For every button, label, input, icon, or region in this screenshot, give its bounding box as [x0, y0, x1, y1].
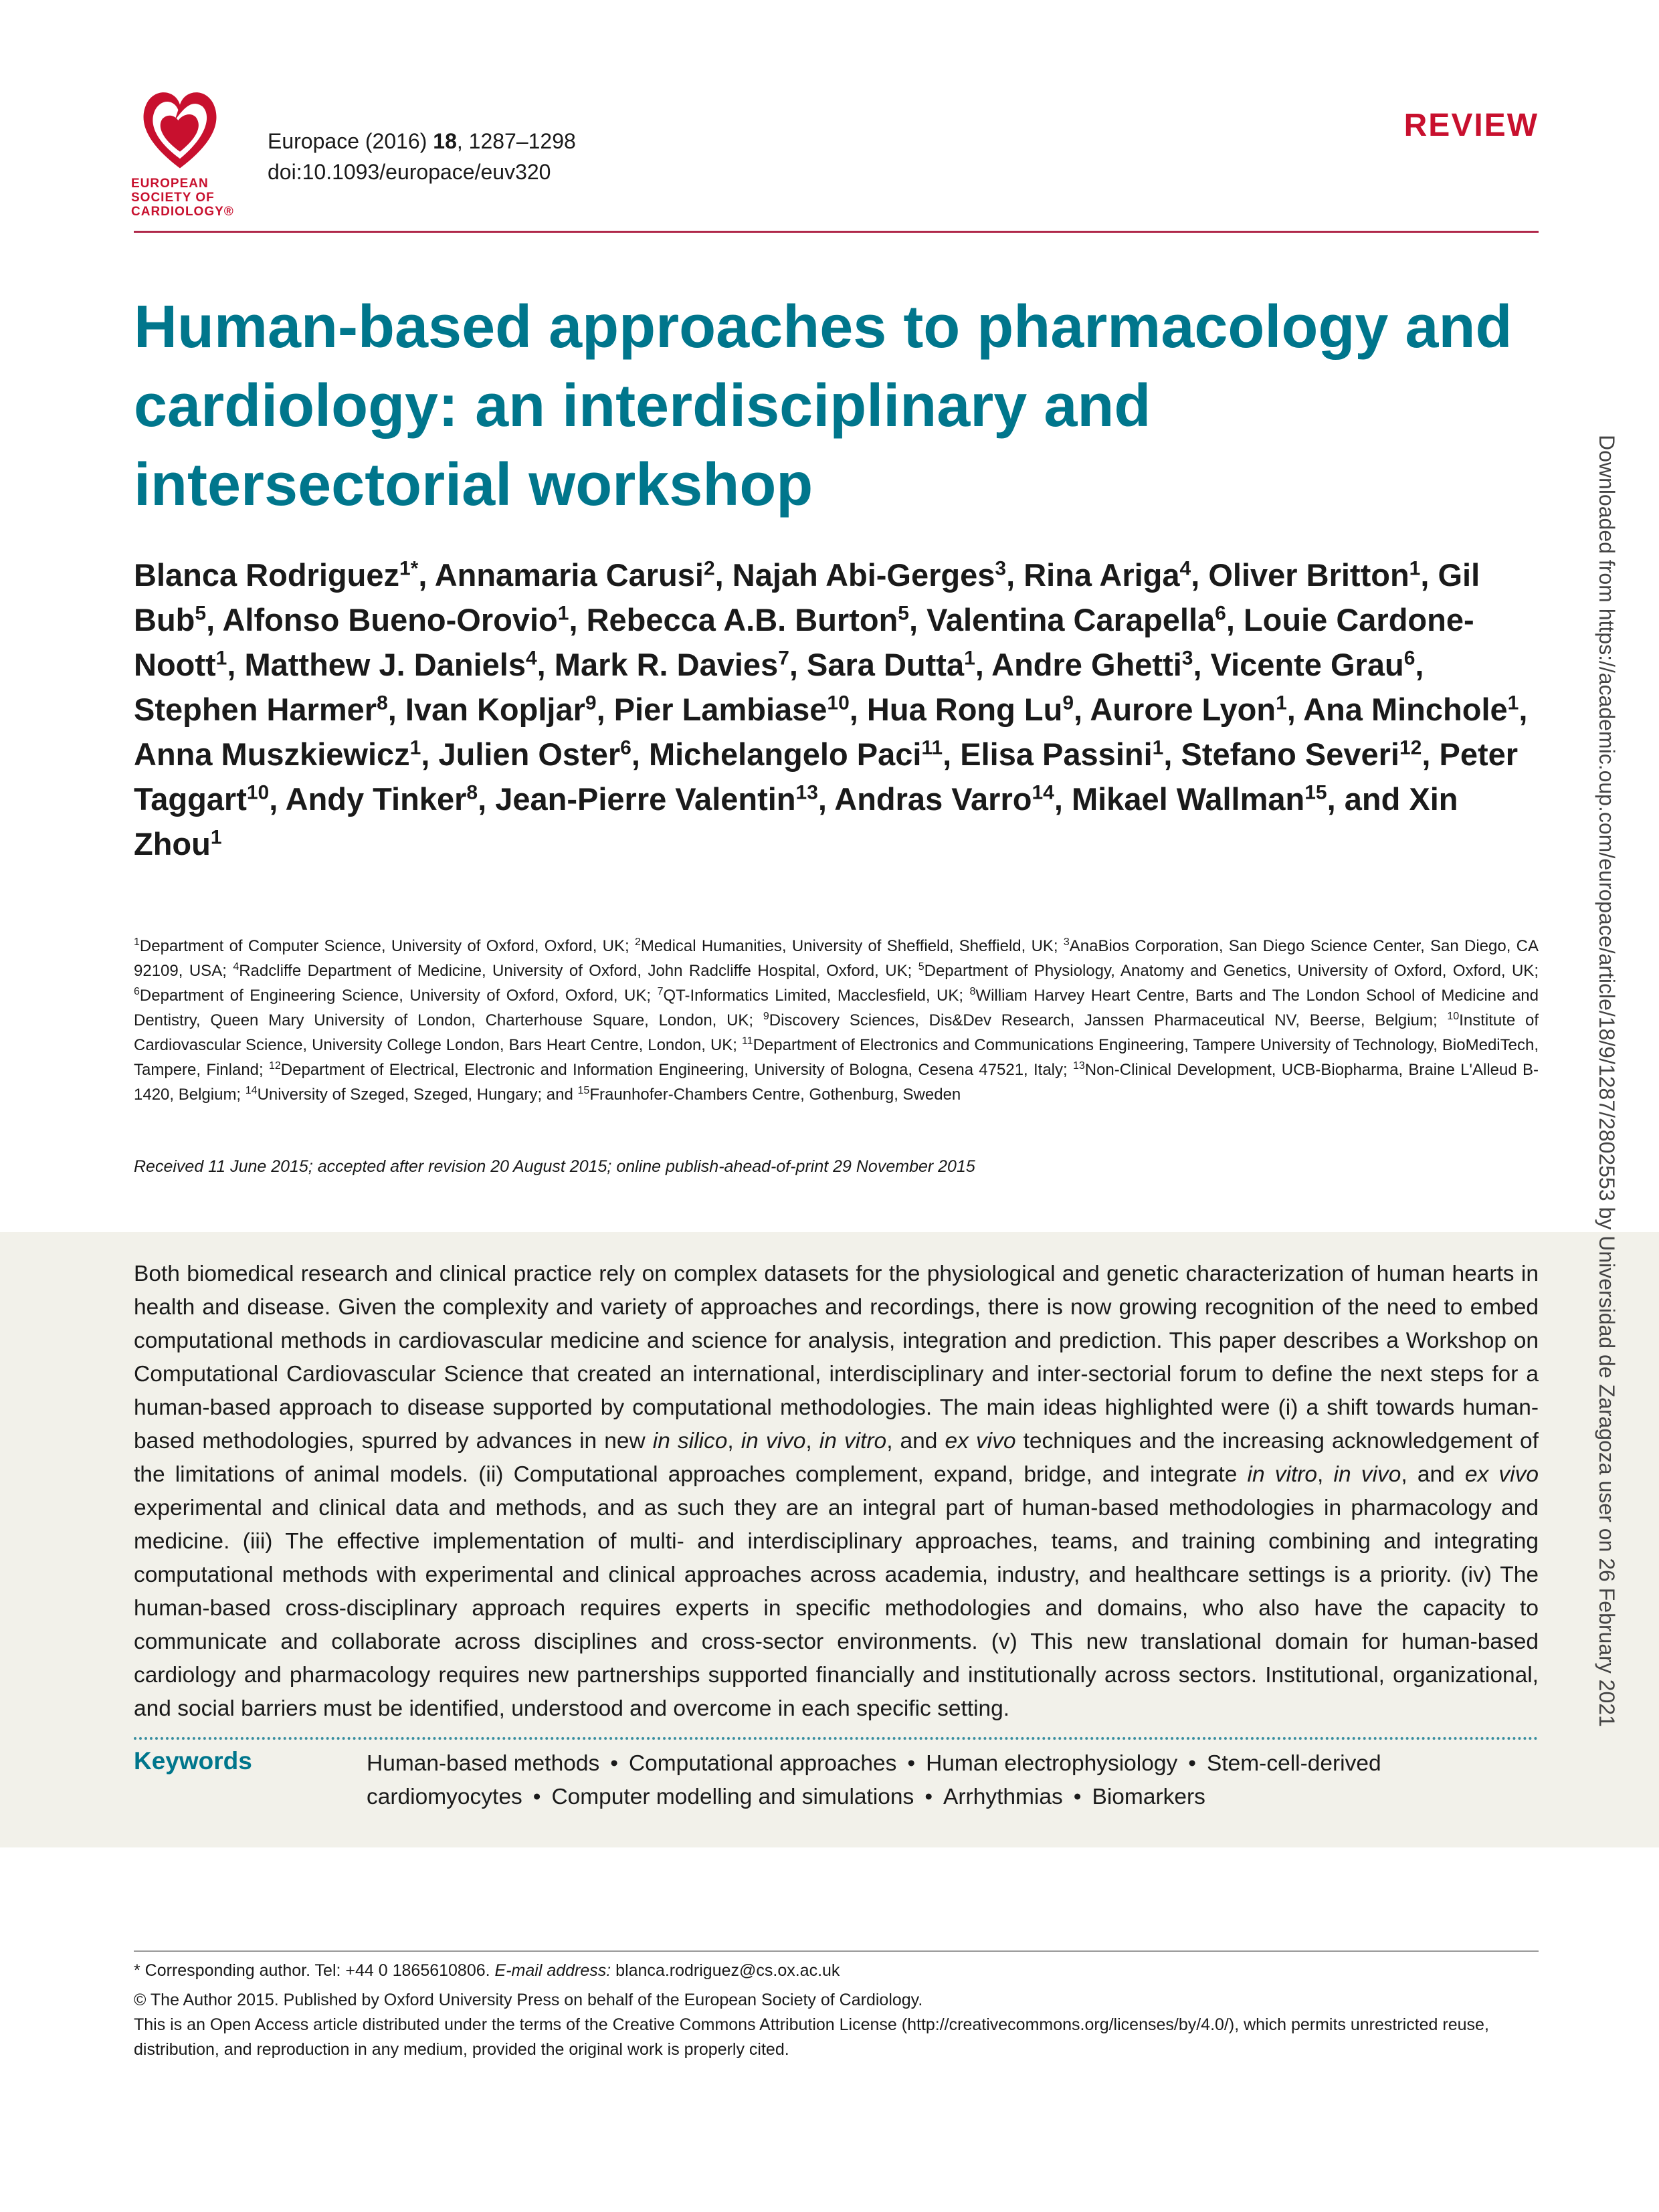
affiliation-text: Department of Engineering Science, University of Oxford, Oxford, UK;	[139, 987, 658, 1005]
author-name: Hua Rong Lu	[866, 692, 1063, 727]
corresponding-text: * Corresponding author. Tel: +44 0 1865610806.	[134, 1961, 495, 1980]
affiliation-text: Institute of Cardiovascular Science, University College London, Bars Heart Centre, London, UK;	[134, 1011, 1539, 1054]
affiliation-number: 14	[245, 1085, 258, 1096]
footnote-rule	[134, 1950, 1539, 1952]
affiliation-text: QT-Informatics Limited, Macclesfield, UK;	[663, 987, 970, 1005]
author-list: Blanca Rodriguez$^{1*}$, Annamaria Carusi$^2$, Najah Abi-Gerges$^3$, Rina Ariga$^4$, Oliver Britton$^1$, Gil Bub$^5$, Alfonso Bueno-Orovio$^1$, Rebecca A.B. Burton$^5$, Valentina Carapella$^6$, Louie Cardone-Noott$^1$, Matthew J. Daniels$^4$, Mark R. Davies$^7$, Sara Dutta$^1$, Andre Ghetti$^3$, Vicente Grau$^6$, Stephen Harmer$^8$, Ivan Kopljar$^9$, Pier Lambiase$^{10}$, Hua Rong Lu$^9$, Aurore Lyon$^1$, Ana Minchole$^1$, Anna Muszkiewicz$^1$, Julien Oster$^6$, Michelangelo Paci$^{11}$, Elisa Passini$^1$, Stefano Severi$^{12}$, Peter Taggart$^{10}$, Andy Tinker$^8$, Jean-Pierre Valentin$^{13}$, Andras Varro$^{14}$, Mikael Wallman$^{15}$, and Xin Zhou$^1$	[134, 557, 1528, 862]
email-label: E-mail address:	[494, 1961, 611, 1980]
author-affiliation-mark: 15	[1304, 781, 1327, 804]
author-affiliation-mark: 1	[1276, 692, 1287, 714]
author-affiliation-mark: 1	[409, 736, 421, 759]
author-name: Julien Oster	[438, 736, 621, 772]
keyword: Computer modelling and simulations	[551, 1785, 914, 1809]
author-name: Rebecca A.B. Burton	[586, 602, 898, 637]
author-name: Aurore Lyon	[1090, 692, 1276, 727]
author	[435, 557, 715, 593]
affiliation-text: Fraunhofer-Chambers Centre, Gothenburg, Sweden	[589, 1086, 961, 1104]
author-name: Blanca Rodriguez	[134, 557, 399, 593]
author	[495, 781, 818, 817]
author-affiliation-mark: 1*	[399, 557, 419, 580]
abstract-segment: , and	[886, 1429, 945, 1453]
author	[834, 781, 1054, 817]
citation	[268, 126, 576, 187]
author-affiliation-mark: 6	[620, 736, 631, 759]
affiliation-number: 13	[1072, 1060, 1085, 1072]
author-affiliation-mark: 5	[195, 602, 207, 625]
author-name: Michelangelo Paci	[648, 736, 922, 772]
article-type: REVIEW	[1403, 108, 1539, 143]
author	[1072, 781, 1327, 817]
author-affiliation-mark: 1	[215, 647, 227, 670]
author-name: Pier Lambiase	[613, 692, 827, 727]
author-name: Sara Dutta	[807, 647, 965, 682]
copyright: © The Author 2015. Published by Oxford University Press on behalf of the European Society of Cardiology.	[134, 1991, 923, 2009]
keyword: Biomarkers	[1092, 1785, 1205, 1809]
author	[134, 692, 388, 727]
download-note: Downloaded from https://academic.oup.com/europace/article/18/9/1287/2802553 by Universidad de Zaragoza user on 26 February 2021	[1595, 435, 1619, 1727]
author	[244, 647, 536, 682]
author	[587, 602, 909, 637]
author-name: Xin Zhou	[134, 781, 1458, 862]
author-affiliation-mark: 10	[827, 692, 850, 714]
keyword: Arrhythmias	[943, 1785, 1063, 1809]
author-name: Oliver Britton	[1208, 557, 1409, 593]
affiliation-text: Department of Physiology, Anatomy and Genetics, University of Oxford, Oxford, UK;	[924, 962, 1539, 980]
author-name: Vicente Grau	[1210, 647, 1404, 682]
abstract-segment: ,	[805, 1429, 819, 1453]
author-name: Elisa Passini	[960, 736, 1153, 772]
affiliation-number: 3	[1063, 936, 1070, 948]
author-name: Najah Abi-Gerges	[732, 557, 995, 593]
bullet-icon: •	[532, 1785, 541, 1809]
affiliation-text: Medical Humanities, University of Sheffield, Sheffield, UK;	[640, 937, 1064, 955]
author-affiliation-mark: 8	[377, 692, 388, 714]
author-affiliation-mark: 4	[1179, 557, 1191, 580]
header-rule	[134, 231, 1539, 233]
author	[867, 692, 1074, 727]
author-affiliation-mark: 7	[778, 647, 789, 670]
author-affiliation-mark: 12	[1399, 736, 1422, 759]
affiliation-text: Department of Electronics and Communications Engineering, Tampere University of Technology, BioMediTech, Tampere, Finland;	[134, 1036, 1539, 1079]
abstract-segment: ,	[1317, 1462, 1334, 1487]
author	[926, 602, 1226, 637]
author	[733, 557, 1006, 593]
author-name: Andre Ghetti	[991, 647, 1182, 682]
author-affiliation-mark: 1	[210, 826, 222, 849]
author-affiliation-mark: 14	[1032, 781, 1054, 804]
author	[222, 602, 569, 637]
pages: , 1287–1298	[456, 129, 576, 153]
author-affiliation-mark: 3	[995, 557, 1007, 580]
author-name: Valentina Carapella	[926, 602, 1215, 637]
author-affiliation-mark: 1	[557, 602, 569, 625]
abstract-segment: techniques and the increasing acknowledgement of the limitations of animal models. (ii) Computational approaches complement, expand, bridge, and integrate	[134, 1429, 1539, 1487]
received-dates: Received 11 June 2015; accepted after revision 20 August 2015; online publish-ahead-of-print 29 November 2015	[134, 1157, 975, 1176]
affiliation-number: 5	[918, 961, 924, 973]
author-name: Annamaria Carusi	[434, 557, 704, 593]
author-affiliation-mark: 1	[1152, 736, 1164, 759]
keyword: Computational approaches	[628, 1751, 897, 1776]
author	[960, 736, 1163, 772]
keywords-label: Keywords	[134, 1747, 252, 1775]
affiliation-number: 1	[134, 936, 140, 948]
affiliation-text: Discovery Sciences, Dis&Dev Research, Janssen Pharmaceutical NV, Beerse, Belgium;	[769, 1011, 1448, 1029]
abstract-segment: in vitro	[1247, 1462, 1318, 1487]
bullet-icon: •	[610, 1751, 618, 1776]
abstract-segment: in vitro	[819, 1429, 887, 1453]
author	[1090, 692, 1286, 727]
abstract-segment: in vivo	[741, 1429, 806, 1453]
author-affiliation-mark: 3	[1181, 647, 1193, 670]
author-name: Stephen Harmer	[134, 692, 377, 727]
affiliation-number: 7	[657, 986, 664, 997]
author	[438, 736, 631, 772]
author-affiliation-mark: 11	[921, 736, 943, 759]
abstract-segment: , and	[1401, 1462, 1465, 1487]
bullet-icon: •	[1188, 1751, 1196, 1776]
author-name: Louie Cardone-Noott	[134, 602, 1474, 682]
author-name: Jean-Pierre Valentin	[495, 781, 796, 817]
affiliation-number: 4	[233, 961, 239, 973]
affiliation-text: Department of Computer Science, University of Oxford, Oxford, UK;	[139, 937, 635, 955]
author	[405, 692, 597, 727]
author	[991, 647, 1193, 682]
logo-line: CARDIOLOGY®	[131, 205, 234, 219]
author-affiliation-mark: 1	[1409, 557, 1421, 580]
affiliation-number: 8	[969, 986, 976, 997]
email-link[interactable]: blanca.rodriguez@cs.ox.ac.uk	[611, 1961, 840, 1980]
keywords-list	[367, 1747, 1458, 1814]
author	[614, 692, 850, 727]
affiliation-text: Radcliffe Department of Medicine, University of Oxford, John Radcliffe Hospital, Oxford, UK;	[239, 962, 918, 980]
author-affiliation-mark: 1	[1507, 692, 1519, 714]
logo-line: EUROPEAN	[131, 177, 209, 191]
author-affiliation-mark: 5	[898, 602, 909, 625]
author-name: Gil Bub	[134, 557, 1480, 637]
author	[1303, 692, 1519, 727]
abstract-segment: ex vivo	[945, 1429, 1016, 1453]
author-affiliation-mark: 9	[585, 692, 597, 714]
affiliation-number: 2	[634, 936, 641, 948]
affiliation-text: William Harvey Heart Centre, Barts and The London School of Medicine and Dentistry, Queen Mary University of London, Charterhouse Square, London, UK;	[134, 987, 1539, 1029]
logo-line: SOCIETY OF	[131, 191, 215, 205]
author-affiliation-mark: 6	[1403, 647, 1416, 670]
abstract-segment: in vivo	[1333, 1462, 1401, 1487]
author-affiliation-mark: 4	[525, 647, 537, 670]
bullet-icon: •	[907, 1751, 916, 1776]
abstract-segment: ,	[727, 1429, 741, 1453]
affiliation-number: 10	[1447, 1011, 1460, 1022]
author-name: Anna Muszkiewicz	[134, 736, 410, 772]
author-name: Andras Varro	[834, 781, 1032, 817]
esc-logo	[131, 86, 238, 219]
journal: Europace (2016)	[268, 129, 433, 153]
author	[1181, 736, 1422, 772]
affiliation-text: University of Szeged, Szeged, Hungary; and	[257, 1086, 578, 1104]
keyword: Human-based methods	[367, 1751, 600, 1776]
abstract-segment: experimental and clinical data and methods, and as such they are an integral part of human-based methodologies in pharmacology and medicine. (iii) The effective implementation of multi- and interdisciplinary approaches, teams, and training combining and integrating computational methods with experimental and clinical approaches across academia, industry, and healthcare settings is a priority. (iv) The human-based cross-disciplinary approach requires experts in specific methodologies and domains, who also have the capacity to communicate and collaborate across disciplines and cross-sector environments. (v) This new translational domain for human-based cardiology and pharmacology requires new partnerships supported financially and institutionally across sectors. Institutional, organizational, and social barriers must be identified, understood and overcome in each specific setting.	[134, 1496, 1539, 1721]
dotted-divider	[134, 1737, 1539, 1740]
author	[1211, 647, 1416, 682]
affiliation-number: 12	[268, 1060, 281, 1072]
corresponding-author	[134, 1958, 1539, 1983]
author	[134, 557, 418, 593]
keyword: Stem-cell-derived cardiomyocytes	[367, 1751, 1381, 1809]
author	[807, 647, 975, 682]
heart-logo-icon	[136, 86, 223, 173]
abstract-segment: in silico	[652, 1429, 728, 1453]
author	[1208, 557, 1420, 593]
doi: doi:10.1093/europace/euv320	[268, 160, 551, 184]
author-name: Stefano Severi	[1181, 736, 1399, 772]
volume: 18	[433, 129, 457, 153]
author-name: Mikael Wallman	[1071, 781, 1305, 817]
bullet-icon: •	[924, 1785, 933, 1809]
author-affiliation-mark: 1	[964, 647, 975, 670]
author-name: Ivan Kopljar	[405, 692, 585, 727]
abstract-segment: Both biomedical research and clinical practice rely on complex datasets for the physiological and genetic characterization of human hearts in health and disease. Given the complexity and variety of approaches and recordings, there is now growing recognition of the need to embed computational methods in cardiovascular medicine and science for analysis, integration and prediction. This paper describes a Workshop on Computational Cardiovascular Science that created an international, interdisciplinary and inter-sectorial forum to define the next steps for a human-based approach to disease supported by computational methodologies. The main ideas highlighted were (i) a shift towards human-based methodologies, spurred by advances in new	[134, 1262, 1539, 1453]
author	[1023, 557, 1191, 593]
author-name: Rina Ariga	[1023, 557, 1180, 593]
author-affiliation-mark: 10	[246, 781, 270, 804]
affiliation-text: AnaBios Corporation, San Diego Science Center, San Diego, CA 92109, USA;	[134, 937, 1539, 980]
author-affiliation-mark: 8	[466, 781, 478, 804]
keyword: Human electrophysiology	[926, 1751, 1178, 1776]
author	[555, 647, 789, 682]
author	[649, 736, 943, 772]
affiliation-number: 11	[741, 1035, 753, 1047]
affiliation-text: Non-Clinical Development, UCB-Biopharma, Braine L'Alleud B-1420, Belgium;	[134, 1061, 1539, 1104]
author-name: Matthew J. Daniels	[244, 647, 526, 682]
author-affiliation-mark: 2	[703, 557, 715, 580]
affiliation-number: 9	[763, 1011, 769, 1022]
article-title: Human-based approaches to pharmacology and cardiology: an interdisciplinary and intersectorial workshop	[134, 294, 1512, 518]
author-affiliation-mark: 13	[795, 781, 818, 804]
author-name: Peter Taggart	[134, 736, 1519, 817]
author-name: Alfonso Bueno-Orovio	[222, 602, 558, 637]
author-affiliation-mark: 9	[1062, 692, 1074, 714]
author	[134, 736, 421, 772]
author	[286, 781, 478, 817]
license: This is an Open Access article distributed under the terms of the Creative Commons Attribution License (http://creativecommons.org/licenses/by/4.0/), which permits unrestricted reuse, distribution, and reproduction in any medium, provided the original work is properly cited.	[134, 2015, 1489, 2059]
author-name: Ana Minchole	[1303, 692, 1508, 727]
author-name: Andy Tinker	[285, 781, 467, 817]
abstract	[134, 1258, 1539, 1726]
bullet-icon: •	[1073, 1785, 1082, 1809]
author-affiliation-mark: 6	[1215, 602, 1226, 625]
abstract-segment: ex vivo	[1464, 1462, 1539, 1487]
affiliation-text: Department of Electrical, Electronic and Information Engineering, University of Bologna, Cesena 47521, Italy;	[280, 1061, 1073, 1079]
author-name: Mark R. Davies	[554, 647, 779, 682]
affiliations	[134, 934, 1539, 1107]
affiliation-number: 6	[134, 986, 140, 997]
affiliation-number: 15	[577, 1085, 590, 1096]
